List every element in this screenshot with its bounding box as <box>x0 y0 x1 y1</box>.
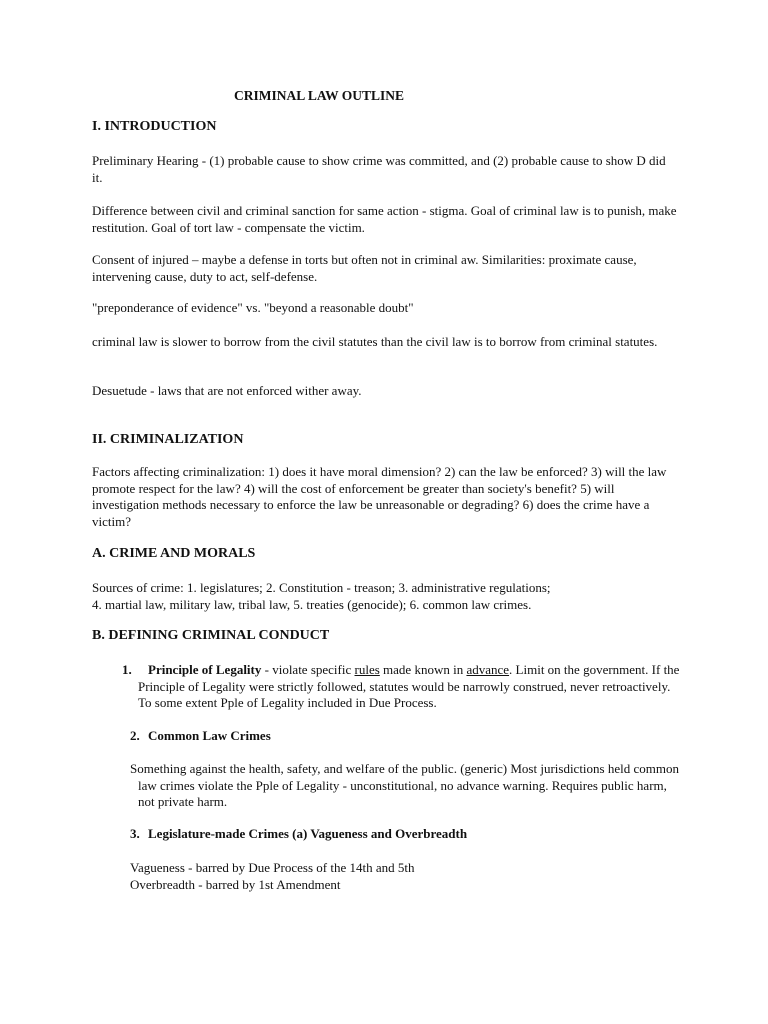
paragraph-consent-of-injured: Consent of injured – maybe a defense in torts but often not in criminal aw. Similarities: proximate cause, intervening cause, duty to act, self-defense. <box>92 252 637 284</box>
sources-line-2: 4. martial law, military law, tribal law, 5. treaties (genocide); 6. common law crimes. <box>92 596 532 612</box>
paragraph-desuetude: Desuetude - laws that are not enforced wither away. <box>92 383 362 398</box>
item-label: Common Law Crimes <box>148 728 271 743</box>
common-law-text: Something against the health, safety, and welfare of the public. (generic) Most jurisdictions held common law crimes violate the Pple of Legality - unconstitutional, no advance warning. Requires public harm, not private harm. <box>130 761 679 809</box>
item-label: Principle of Legality <box>148 662 262 677</box>
document-title: CRIMINAL LAW OUTLINE <box>234 88 405 103</box>
underlined-advance: advance <box>466 662 510 677</box>
item-heading-common-law-crimes <box>130 728 271 744</box>
section-heading-criminalization: II. CRIMINALIZATION <box>92 432 244 447</box>
item-text: made known in <box>379 662 467 677</box>
sources-line-1: Sources of crime: 1. legislatures; 2. Constitution - treason; 3. administrative regulations; <box>92 580 551 595</box>
item-principle-of-legality <box>122 662 686 712</box>
paragraph-vagueness-overbreadth <box>130 860 678 893</box>
subsection-heading-crime-and-morals: A. CRIME AND MORALS <box>92 546 256 561</box>
item-text: - violate specific <box>261 662 355 677</box>
item-label: Legislature-made Crimes (a) Vagueness and Overbreadth <box>148 826 468 841</box>
item-text: . Limit on the government. If the Principle of Legality were strictly followed, statutes would be narrowly construed, never retroactively. To some extent Pple of Legality included in Due Process. <box>138 662 680 710</box>
paragraph-standards-of-proof: "preponderance of evidence" vs. "beyond a reasonable doubt" <box>92 300 414 315</box>
paragraph-common-law-crimes <box>130 761 686 811</box>
item-number: 3. <box>130 826 140 841</box>
item-number: 1. <box>122 662 132 677</box>
item-number: 2. <box>130 728 140 743</box>
vagueness-line: Vagueness - barred by Due Process of the 14th and 5th <box>130 860 415 875</box>
overbreadth-line: Overbreadth - barred by 1st Amendment <box>130 876 341 892</box>
paragraph-preliminary-hearing: Preliminary Hearing - (1) probable cause to show crime was committed, and (2) probable cause to show D did it. <box>92 153 666 185</box>
section-heading-introduction: I. INTRODUCTION <box>92 119 217 134</box>
subsection-heading-defining-criminal-conduct: B. DEFINING CRIMINAL CONDUCT <box>92 628 330 643</box>
paragraph-sources-of-crime <box>92 580 678 613</box>
item-heading-legislature-made-crimes <box>130 826 467 842</box>
paragraph-borrowing-statutes: criminal law is slower to borrow from the civil statutes than the civil law is to borrow from criminal statutes. <box>92 334 658 349</box>
paragraph-civil-vs-criminal: Difference between civil and criminal sanction for same action - stigma. Goal of criminal law is to punish, make restitution. Goal of tort law - compensate the victim. <box>92 203 677 235</box>
underlined-rules: rules <box>354 662 380 677</box>
paragraph-criminalization-factors: Factors affecting criminalization: 1) does it have moral dimension? 2) can the law be enforced? 3) will the law promote respect for the law? 4) will the cost of enforcement be greater than society's benefit? 5) will investigation methods necessary to enforce the law be unreasonable or degrading? 6) does the crime have a victim? <box>92 464 667 529</box>
